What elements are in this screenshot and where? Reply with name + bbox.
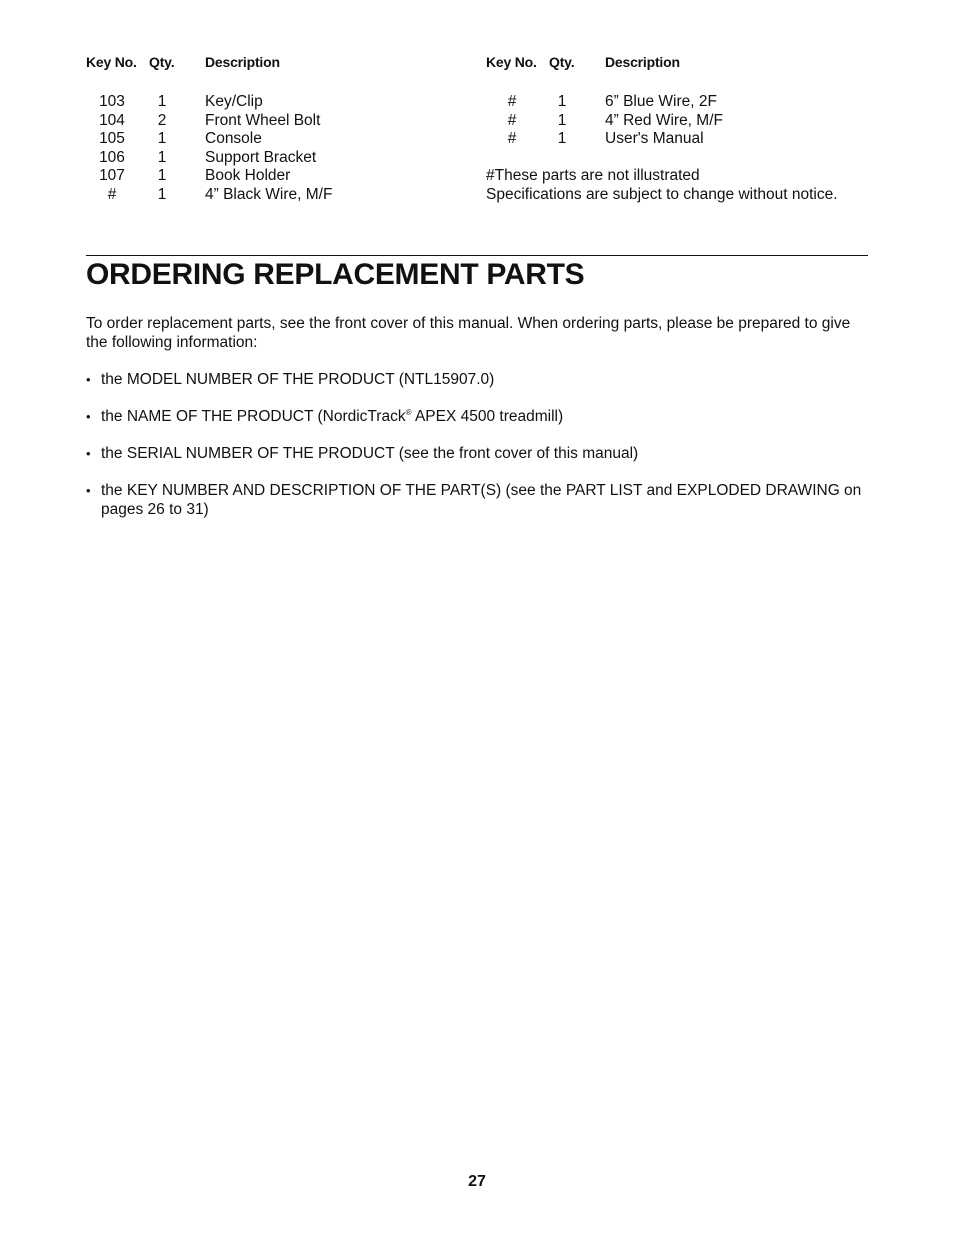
quantity: 1	[157, 185, 167, 203]
parts-list-left	[86, 54, 466, 205]
table-row	[486, 112, 886, 131]
header-key-no: Key No.	[86, 54, 137, 70]
parts-list-right	[486, 54, 886, 149]
bullet-icon: •	[86, 372, 91, 387]
part-description: User's Manual	[605, 130, 704, 148]
model-number-item: the MODEL NUMBER OF THE PRODUCT (NTL15907.0)	[101, 371, 495, 388]
part-description: Console	[205, 130, 262, 148]
bullet-icon: •	[86, 446, 91, 461]
quantity: 1	[557, 130, 567, 148]
specifications-note: Specifications are subject to change without notice.	[486, 186, 838, 203]
key-number: #	[507, 93, 517, 110]
bullet-icon: •	[86, 409, 91, 424]
part-description: Support Bracket	[205, 148, 317, 166]
key-number: #	[107, 185, 117, 203]
key-number: #	[507, 111, 517, 129]
list-item	[86, 407, 870, 426]
table-row	[86, 112, 466, 131]
key-number: 103	[99, 93, 125, 110]
key-number: 105	[99, 130, 125, 148]
product-name-item-start: the NAME OF THE PRODUCT (NordicTrack	[101, 408, 406, 425]
list-item	[86, 444, 870, 463]
table-row	[86, 130, 466, 149]
quantity: 1	[157, 130, 167, 148]
key-number: #	[507, 130, 517, 148]
quantity: 2	[157, 111, 167, 129]
list-item	[86, 370, 870, 389]
quantity: 1	[557, 111, 567, 129]
parts-list-header	[486, 54, 886, 74]
key-number-item: the KEY NUMBER AND DESCRIPTION OF THE PART(S) (see the PART LIST and EXPLODED DRAWING on pages 26 to 31)	[101, 482, 862, 518]
registered-mark: ®	[405, 408, 412, 417]
header-qty: Qty.	[549, 54, 575, 70]
not-illustrated-note: #These parts are not illustrated	[486, 167, 700, 184]
info-list	[86, 370, 870, 537]
header-key-no: Key No.	[486, 54, 537, 70]
section-title: ORDERING REPLACEMENT PARTS	[86, 258, 585, 291]
quantity: 1	[557, 93, 567, 110]
part-description: Key/Clip	[205, 93, 263, 110]
part-description: 4” Red Wire, M/F	[605, 111, 723, 129]
list-item	[86, 481, 870, 519]
part-description: Front Wheel Bolt	[205, 111, 321, 129]
header-qty: Qty.	[149, 54, 175, 70]
product-name-item-end: APEX 4500 treadmill)	[411, 408, 564, 425]
table-row	[86, 149, 466, 168]
quantity: 1	[157, 148, 167, 166]
key-number: 104	[99, 111, 125, 129]
part-description: Book Holder	[205, 167, 291, 185]
quantity: 1	[157, 93, 167, 110]
part-description: 4” Black Wire, M/F	[205, 185, 333, 203]
header-description: Description	[605, 54, 680, 70]
page-number: 27	[468, 1173, 486, 1190]
key-number: 107	[99, 167, 125, 185]
quantity: 1	[157, 167, 167, 185]
table-row	[486, 130, 886, 149]
table-row	[86, 167, 466, 186]
parts-notes	[486, 166, 838, 204]
header-description: Description	[205, 54, 280, 70]
intro-paragraph: To order replacement parts, see the front cover of this manual. When ordering parts, please be prepared to give the following information:	[86, 315, 851, 351]
part-description: 6” Blue Wire, 2F	[605, 93, 717, 110]
table-row	[486, 93, 886, 112]
serial-number-item: the SERIAL NUMBER OF THE PRODUCT (see the front cover of this manual)	[101, 445, 639, 462]
parts-list-header	[86, 54, 466, 74]
bullet-icon: •	[86, 483, 91, 498]
key-number: 106	[99, 148, 125, 166]
table-row	[86, 93, 466, 112]
table-row	[86, 186, 466, 205]
